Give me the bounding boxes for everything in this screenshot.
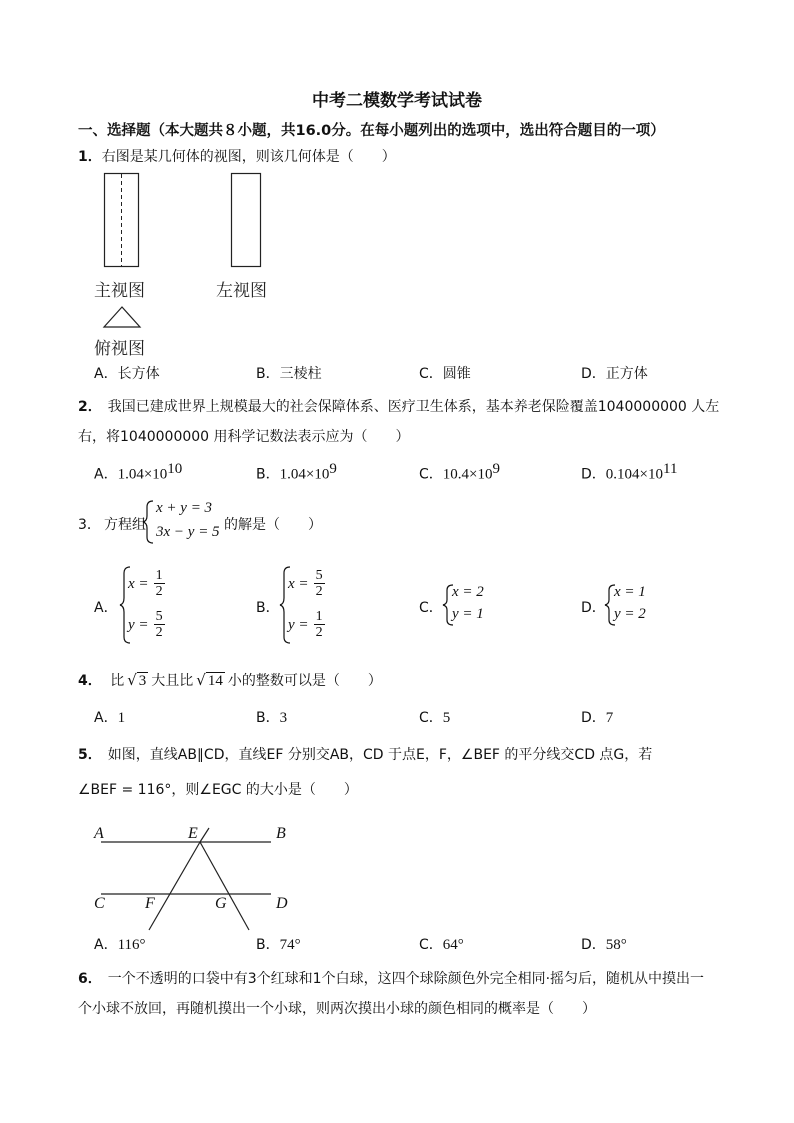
- q1-option-b[interactable]: B．三棱柱: [256, 366, 322, 382]
- option-letter: A．: [94, 466, 118, 483]
- q4-option-d[interactable]: D．7: [581, 710, 614, 726]
- question-6-line-2: 个小球不放回，再随机摸出一个小球，则两次摸出小球的颜色相同的概率是（ ）: [78, 1001, 596, 1017]
- left-view-label: 左视图: [216, 281, 267, 301]
- q3-option-d-x: x = 1: [614, 584, 646, 600]
- question-number: 4．: [78, 673, 102, 689]
- q3-option-a-y: y = $\frac{5}{2}$: [128, 609, 163, 640]
- q4-option-c[interactable]: C．5: [419, 710, 451, 726]
- question-text: 我国已建成世界上规模最大的社会保障体系、医疗卫生体系，基本养老保险覆盖1040000000 人左: [107, 399, 720, 415]
- question-text: 如图，直线AB∥CD，直线EF 分别交AB，CD 于点E，F，∠BEF 的平分线交CD 点G，若: [107, 747, 653, 763]
- question-number: 6．: [78, 971, 102, 987]
- q3-option-c-letter[interactable]: C．: [419, 600, 443, 616]
- question-3-post: 的解是（ ）: [224, 517, 322, 533]
- option-exp: 10: [167, 461, 183, 477]
- question-3-pre: 方程组: [104, 517, 146, 533]
- question-5-line-2: ∠BEF = 116°，则∠EGC 的大小是（ ）: [78, 782, 358, 798]
- q5-option-b[interactable]: B．74°: [256, 937, 301, 953]
- q3-option-d-y: y = 2: [614, 606, 646, 622]
- q1-option-a[interactable]: A．长方体: [94, 366, 160, 382]
- option-base: 10.4×10: [442, 466, 493, 483]
- q4-option-a[interactable]: A．1: [94, 710, 126, 726]
- option-letter: B．: [256, 466, 280, 483]
- top-view-label: 俯视图: [94, 339, 145, 359]
- q3-option-b-y: y = $\frac{1}{2}$: [288, 609, 323, 640]
- line-ef-lower: [149, 842, 200, 930]
- option-exp: 11: [663, 461, 678, 477]
- q3-option-a-letter[interactable]: A．: [94, 600, 118, 616]
- point-b: B: [276, 825, 286, 842]
- q3-option-d-letter[interactable]: D．: [581, 600, 606, 616]
- option-base: 1.04×10: [279, 466, 330, 483]
- q1-option-c[interactable]: C．圆锥: [419, 366, 471, 382]
- question-2-line-2: 右，将1040000000 用科学记数法表示应为（ ）: [78, 429, 410, 445]
- question-number: 2．: [78, 399, 102, 415]
- q3-option-a-x: x = $\frac{1}{2}$: [128, 568, 163, 599]
- q3-option-c-y: y = 1: [452, 606, 484, 622]
- option-base: 1.04×10: [117, 466, 168, 483]
- q5-option-c[interactable]: C．64°: [419, 937, 464, 953]
- question-number: 5．: [78, 747, 102, 763]
- q3-option-c-x: x = 2: [452, 584, 484, 600]
- option-base: 0.104×10: [605, 466, 663, 483]
- q5-option-d[interactable]: D．58°: [581, 937, 627, 953]
- sqrt-14: √ 14: [196, 671, 223, 689]
- question-text-mid: 大且比: [151, 673, 194, 689]
- line-ef-upper: [200, 828, 209, 842]
- question-text: 一个不透明的口袋中有3个红球和1个白球，这四个球除颜色外完全相同·摇匀后，随机从中摸出一: [107, 971, 705, 987]
- point-f: F: [145, 895, 155, 912]
- q3-option-b-x: x = $\frac{5}{2}$: [288, 568, 323, 599]
- question-3-number: 3．: [78, 517, 101, 533]
- q3-equation-1: x + y = 3: [156, 500, 213, 516]
- question-text-pre: 比: [110, 673, 125, 689]
- q5-option-a[interactable]: A．116°: [94, 937, 146, 953]
- front-view-label: 主视图: [94, 281, 145, 301]
- question-text: 右图是某几何体的视图，则该几何体是（ ）: [101, 149, 396, 165]
- q3-equation-2: 3x − y = 5: [156, 524, 220, 540]
- line-eg: [200, 842, 249, 930]
- question-text-post: 小的整数可以是（ ）: [227, 673, 382, 689]
- section-heading: 一、选择题（本大题共８小题，共16.0分。在每小题列出的选项中，选出符合题目的一项）: [78, 123, 665, 139]
- point-d: D: [276, 895, 288, 912]
- point-g: G: [215, 895, 227, 912]
- option-letter: C．: [419, 466, 443, 483]
- sqrt-3: √ 3: [127, 671, 147, 689]
- option-exp: 9: [492, 461, 500, 477]
- question-number: 1．: [78, 149, 102, 165]
- point-c: C: [94, 895, 105, 912]
- option-letter: D．: [581, 466, 606, 483]
- q4-option-b[interactable]: B．3: [256, 710, 288, 726]
- page-title: 中考二模数学考试试卷: [312, 91, 482, 111]
- question-6-line-1: [78, 968, 704, 988]
- q1-option-d[interactable]: D．正方体: [581, 366, 648, 382]
- point-e: E: [188, 825, 198, 842]
- point-a: A: [94, 825, 104, 842]
- option-exp: 9: [329, 461, 337, 477]
- q3-option-b-letter[interactable]: B．: [256, 600, 280, 616]
